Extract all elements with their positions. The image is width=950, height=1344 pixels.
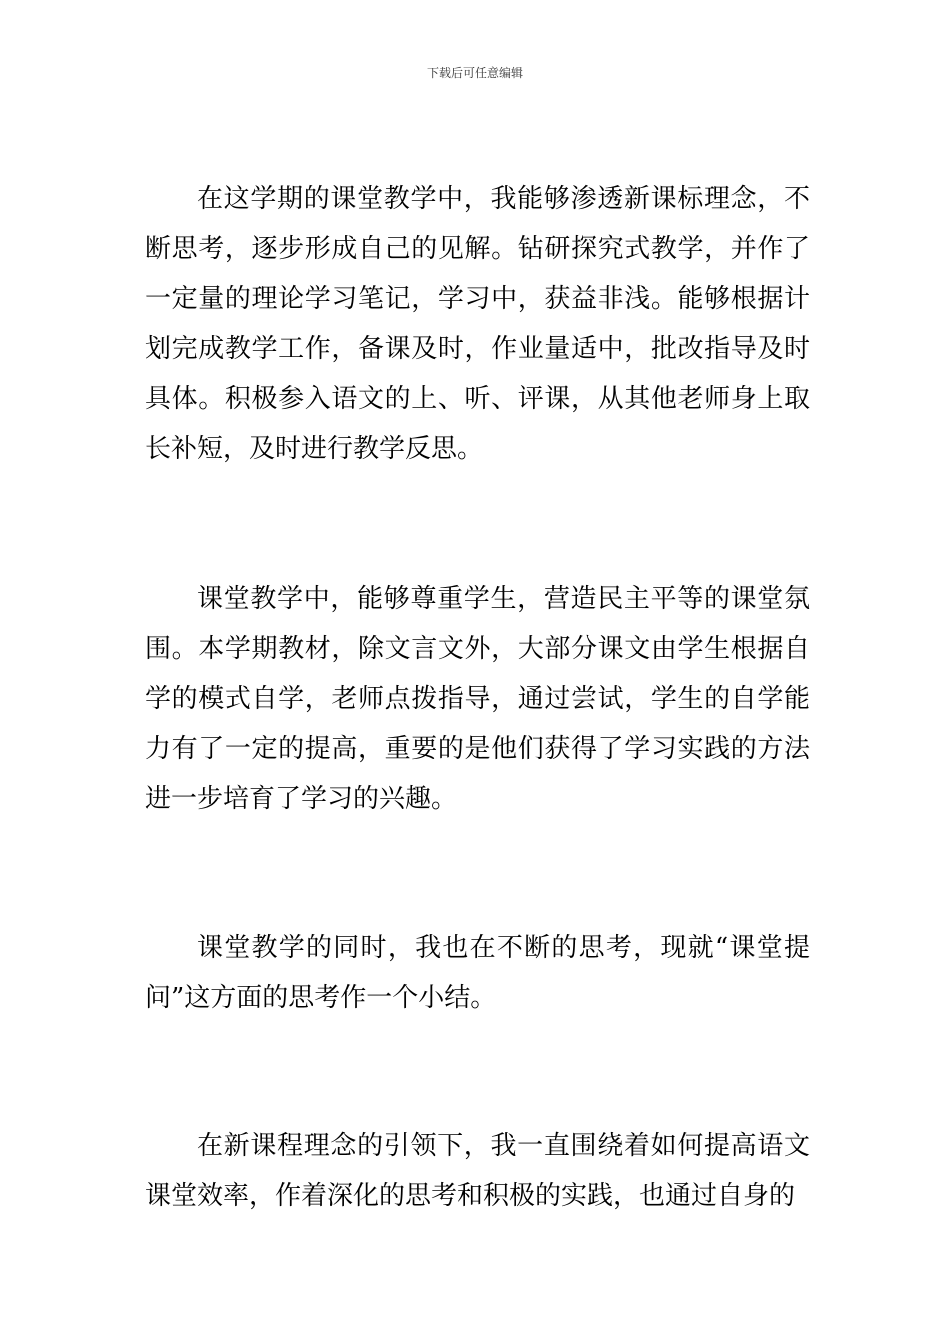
header-note: 下载后可任意编辑	[426, 66, 523, 80]
paragraph-4: 在新课程理念的引领下，我一直围绕着如何提高语文课堂效率，作着深化的思考和积极的实践，也通过自身的	[145, 1131, 810, 1211]
paragraph-1: 在这学期的课堂教学中，我能够渗透新课标理念，不断思考，逐步形成自己的见解。钻研探究式教学，并作了一定量的理论学习笔记，学习中，获益非浅。能够根据计划完成教学工作，备课及时，作业量适中，批改指导及时具体。积极参入语文的上、听、评课，从其他老师身上取长补短，及时进行教学反思。	[145, 184, 810, 464]
paragraph-2: 课堂教学中，能够尊重学生，营造民主平等的课堂氛围。本学期教材，除文言文外，大部分课文由学生根据自学的模式自学，老师点拨指导，通过尝试，学生的自学能力有了一定的提高，重要的是他们获得了学习实践的方法进一步培育了学习的兴趣。	[145, 584, 810, 814]
paragraph-3: 课堂教学的同时，我也在不断的思考，现就“课堂提问”这方面的思考作一个小结。	[145, 933, 810, 1013]
